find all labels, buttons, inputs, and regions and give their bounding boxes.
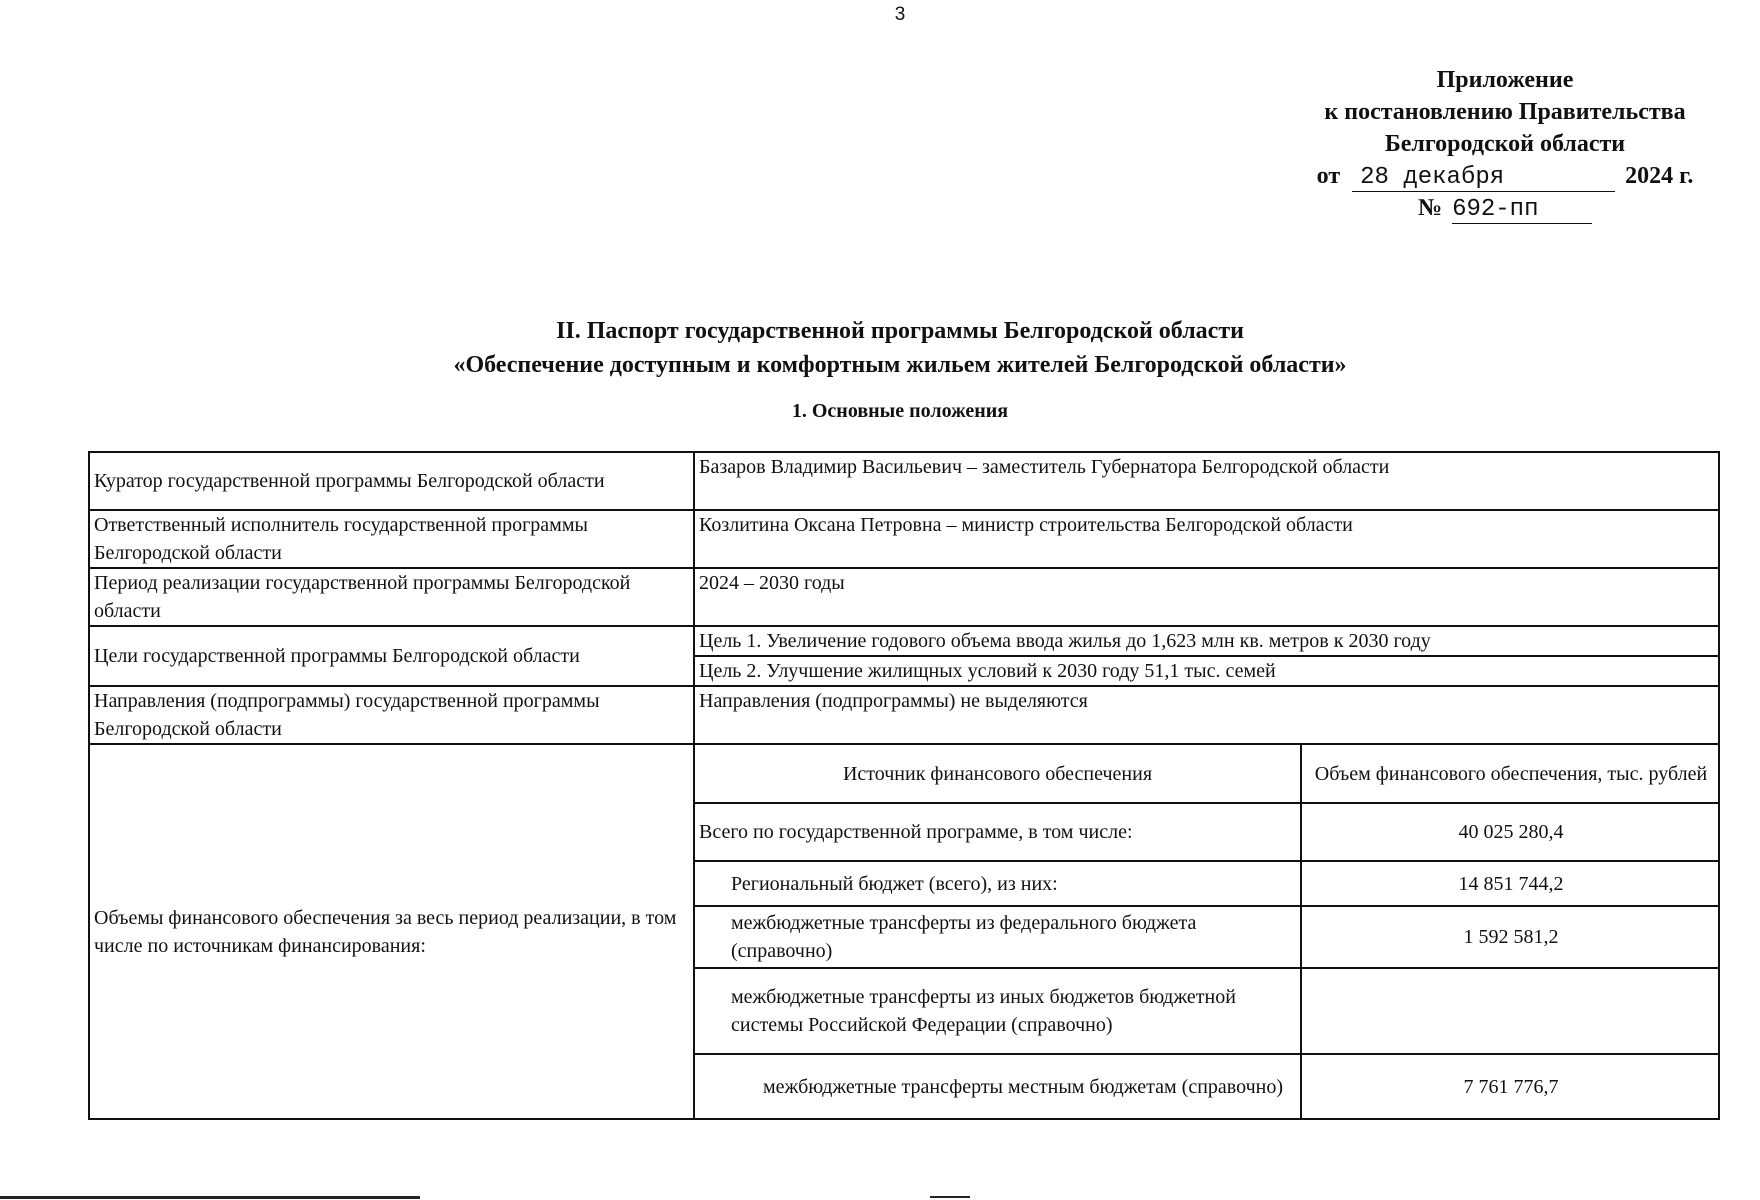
appendix-region: Белгородской области [1384,131,1626,157]
goals-label: Цели государственной программы Белгородской области [89,626,694,686]
table-row [89,626,1719,656]
financing-row [695,861,1720,906]
scan-artifact-line [0,1196,420,1199]
period-value: 2024 – 2030 годы [694,568,1719,626]
financing-volume: 1 592 581,2 [1301,906,1720,968]
appendix-number-line [1290,192,1720,224]
financing-row [695,968,1720,1054]
period-label: Период реализации государственной программы Белгородской области [89,568,694,626]
financing-header-row [695,745,1720,803]
financing-label: Объемы финансового обеспечения за весь период реализации, в том числе по источникам финансирования: [89,744,694,1119]
directions-label: Направления (подпрограммы) государственной программы Белгородской области [89,686,694,744]
scan-artifact-line [930,1196,970,1198]
directions-value: Направления (подпрограммы) не выделяются [694,686,1719,744]
section-title: 1. Основные положения [791,400,1009,422]
title-line-1: II. Паспорт государственной программы Белгородской области [556,318,1244,344]
passport-table [88,451,1720,1120]
financing-source: межбюджетные трансферты местным бюджетам (справочно) [763,1075,1283,1098]
date-year: 2024 г. [1625,163,1694,189]
financing-row [695,906,1720,968]
appendix-date-line [1290,160,1720,192]
table-row [89,686,1719,744]
financing-row [695,803,1720,861]
financing-volume: 7 761 776,7 [1301,1054,1720,1118]
financing-source: Региональный бюджет (всего), из них: [695,861,1301,906]
appendix-block [1290,64,1720,224]
curator-label: Куратор государственной программы Белгородской области [89,452,694,510]
financing-cell [694,744,1719,1119]
goal-1: Цель 1. Увеличение годового объема ввода жилья до 1,623 млн кв. метров к 2030 году [694,626,1719,656]
curator-value: Базаров Владимир Васильевич – заместитель Губернатора Белгородской области [694,452,1719,510]
appendix-resolution: к постановлению Правительства [1324,99,1686,125]
financing-row [695,1054,1720,1118]
table-row [89,510,1719,568]
financing-volume: 40 025 280,4 [1301,803,1720,861]
table-row [89,568,1719,626]
header-source: Источник финансового обеспечения [695,745,1301,803]
executor-label: Ответственный исполнитель государственной программы Белгородской области [89,510,694,568]
table-row [89,452,1719,510]
appendix-title: Приложение [1436,67,1574,93]
financing-table [695,745,1720,1118]
number-prefix: № [1417,195,1443,221]
number-value: 692-пп [1452,197,1592,224]
date-prefix: от [1316,163,1341,189]
document-title [0,314,1760,382]
date-value: 28 декабря [1352,165,1615,192]
executor-value: Козлитина Оксана Петровна – министр строительства Белгородской области [694,510,1719,568]
financing-source: межбюджетные трансферты из иных бюджетов бюджетной системы Российской Федерации (справочно) [695,968,1301,1054]
header-volume: Объем финансового обеспечения, тыс. рублей [1301,745,1720,803]
financing-volume: 14 851 744,2 [1301,861,1720,906]
title-line-2: «Обеспечение доступным и комфортным жильем жителей Белгородской области» [453,352,1347,378]
table-row [89,744,1719,1119]
financing-source: Всего по государственной программе, в том числе: [695,803,1301,861]
financing-source: межбюджетные трансферты из федерального бюджета (справочно) [695,906,1301,968]
financing-volume [1301,968,1720,1054]
page-number: 3 [894,4,906,25]
goal-2: Цель 2. Улучшение жилищных условий к 2030 году 51,1 тыс. семей [694,656,1719,686]
